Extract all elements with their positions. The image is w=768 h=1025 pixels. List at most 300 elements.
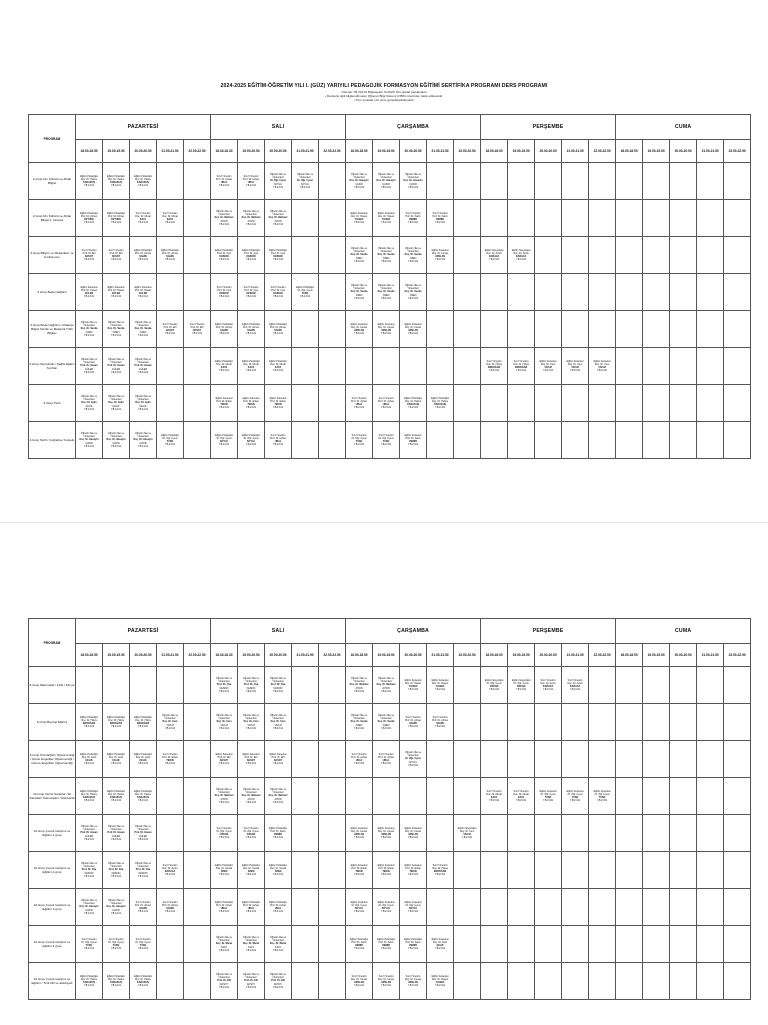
course-line: Y.B.Z.101 xyxy=(272,836,284,840)
course-line: Y.B.Z.101 xyxy=(83,295,95,299)
course-cell xyxy=(562,667,589,704)
course-line: Y.B.Z.101 xyxy=(407,763,419,767)
course-line: TUNÇ xyxy=(139,944,147,947)
course-line: Y.B.Z.101 xyxy=(164,258,176,262)
course-line: Öğretim İlke ve xyxy=(351,173,368,177)
course-line: Doç. Dr. Hatice xyxy=(107,977,125,981)
course-line: Y.B.Z.101 xyxy=(164,873,176,877)
empty-cell xyxy=(535,274,562,311)
course-line: Doç. Dr. Murat xyxy=(243,362,259,366)
course-line: Dr. Öğr. Üyesi xyxy=(243,829,259,833)
course-cell xyxy=(562,348,589,385)
course-line: Öğretim İlke ve xyxy=(134,432,152,436)
time-slot-header: 21.00-21.50 xyxy=(292,644,319,667)
course-line: Y.B.Z.101 xyxy=(272,222,284,226)
course-line: Öğretim İlke ve xyxy=(107,825,125,829)
time-slot-header: 21.00-21.50 xyxy=(697,140,724,163)
course-line: ÖZKAN xyxy=(489,685,499,688)
course-line: Doç. Dr. Hüseyin xyxy=(79,438,99,442)
course-line: Doç. Dr. Sevda xyxy=(404,290,422,294)
course-line: ŞAHİN xyxy=(166,907,174,910)
course-line: Eğitim Psikolojisi xyxy=(80,715,98,719)
course-line: Y.B.Z.101 xyxy=(110,874,122,878)
course-line: Prof. Dr. Erkan xyxy=(270,399,286,403)
course-line: SOYLU xyxy=(408,760,418,764)
course-cell xyxy=(76,237,103,274)
course-line: Doç. Dr. Hülya xyxy=(513,362,529,366)
course-line: ARSLAN xyxy=(408,329,419,332)
course-line: KARACA xyxy=(515,255,527,258)
empty-cell xyxy=(697,926,724,963)
course-cell xyxy=(130,311,157,348)
course-line: Prof. Dr. Oya xyxy=(217,288,231,292)
time-slot-header: 20.00-20.50 xyxy=(400,644,427,667)
course-line: Sınıf Yönetimi xyxy=(243,826,259,830)
empty-cell xyxy=(319,741,346,778)
course-line: Öğretim İlke ve xyxy=(161,714,179,718)
course-cell xyxy=(76,311,103,348)
course-line: KAYA xyxy=(221,945,228,949)
program-name: 10.Grup Çocuk Gelişimi ve Eğitimi / Türk Dili ve Edebiyatı xyxy=(29,963,76,1000)
time-slot-header: 19.00-19.50 xyxy=(643,644,670,667)
course-line: URAL xyxy=(247,907,255,910)
course-line: Y.B.Z.101 xyxy=(407,984,419,988)
course-line: Öğretim İlke ve xyxy=(351,677,368,681)
course-cell xyxy=(211,274,238,311)
course-line: Öğretim İlke ve xyxy=(269,714,287,718)
course-line: Sınıf Yönetimi xyxy=(216,174,232,178)
course-line: ÇAKIR xyxy=(85,441,93,445)
time-slot-header: 22.00-22.50 xyxy=(454,140,481,163)
course-line: Eğitim Felsefesi xyxy=(269,396,287,400)
course-line: Eğitim Psikolojisi xyxy=(107,752,125,756)
course-line: Yöntemleri xyxy=(272,176,284,180)
course-line: Y.B.Z.101 xyxy=(218,222,230,226)
empty-cell xyxy=(292,385,319,422)
course-line: Doç. Dr. Kenan xyxy=(377,977,395,981)
course-line: Sınıf Yönetimi xyxy=(486,789,502,793)
course-line: Yöntemleri xyxy=(110,324,122,328)
course-line: ERDOĞAN xyxy=(514,366,528,369)
course-cell xyxy=(400,667,427,704)
course-line: KARAKUŞ xyxy=(110,981,122,984)
course-cell xyxy=(265,815,292,852)
table-row xyxy=(29,237,751,274)
course-line: Eğitim Felsefesi xyxy=(269,752,287,756)
empty-cell xyxy=(670,852,697,889)
course-line: Yöntemleri xyxy=(110,435,122,439)
course-cell xyxy=(76,778,103,815)
table-row xyxy=(29,963,751,1000)
empty-cell xyxy=(292,963,319,1000)
time-slot-header: 20.00-20.50 xyxy=(670,140,697,163)
empty-cell xyxy=(292,422,319,459)
time-slot-header: 19.00-19.50 xyxy=(643,140,670,163)
course-line: Eğitim Psikolojisi xyxy=(161,248,179,252)
course-line: URAL xyxy=(382,759,390,762)
course-line: Sınıf Yönetimi xyxy=(405,211,421,215)
time-slot-header: 22.00-22.50 xyxy=(724,644,751,667)
empty-cell xyxy=(643,348,670,385)
course-line: KARAKUŞ xyxy=(137,981,149,984)
time-slot-header: 21.00-21.50 xyxy=(562,644,589,667)
day-header: ÇARŞAMBA xyxy=(346,619,481,644)
course-cell xyxy=(157,704,184,741)
empty-cell xyxy=(589,200,616,237)
course-line: Doç. Dr. Kenan xyxy=(350,325,368,329)
course-line: YILMAZ xyxy=(435,685,445,688)
course-line: Eğitim Psikolojisi xyxy=(107,174,125,178)
course-line: Y.B.Z.101 xyxy=(83,258,95,262)
course-cell xyxy=(427,963,454,1000)
course-line: Prof. Dr. Ahmet xyxy=(404,718,422,722)
course-line: Y.B.Z.101 xyxy=(542,688,554,692)
time-slot-header: 20.00-20.50 xyxy=(265,140,292,163)
course-line: Prof. Dr. Erkan xyxy=(216,399,232,403)
course-line: Y.B.Z.101 xyxy=(272,800,284,804)
course-line: Prof. Dr. Selim xyxy=(351,940,367,944)
course-line: Y.B.Z.101 xyxy=(380,296,392,300)
course-line: Öğretim İlke ve xyxy=(269,173,287,177)
day-header: PERŞEMBE xyxy=(481,115,616,140)
course-cell xyxy=(103,852,130,889)
course-line: Öğretim İlke ve xyxy=(134,862,152,866)
course-line: Yöntemleri xyxy=(245,939,257,943)
course-line: Prof. Dr. Elif xyxy=(109,251,123,255)
empty-cell xyxy=(616,237,643,274)
empty-cell xyxy=(616,163,643,200)
empty-cell xyxy=(481,889,508,926)
empty-cell xyxy=(616,667,643,704)
course-line: Yöntemleri xyxy=(218,680,230,684)
course-line: Sınıf Yönetimi xyxy=(270,285,286,289)
course-line: Eğitim Psikolojisi xyxy=(80,974,98,978)
course-line: Prof. Dr. Selim xyxy=(405,436,421,440)
empty-cell xyxy=(697,163,724,200)
course-line: Yöntemleri xyxy=(110,361,122,365)
course-line: Prof. Dr. Oya xyxy=(81,868,97,872)
time-slot-header: 21.00-21.50 xyxy=(562,140,589,163)
empty-cell xyxy=(724,311,751,348)
schedule-table-2 xyxy=(28,618,751,1000)
course-line: Y.B.Z.101 xyxy=(272,873,284,877)
course-line: ÖZEN xyxy=(355,293,363,297)
course-line: Prof. Dr. Ayhan xyxy=(269,436,287,440)
course-cell xyxy=(400,385,427,422)
course-cell xyxy=(265,348,292,385)
course-line: KARACA xyxy=(164,870,176,873)
course-line: Y.B.Z.101 xyxy=(137,184,149,188)
course-line: DEMİR xyxy=(382,944,390,947)
course-line: Doç. Dr. Murat xyxy=(270,362,286,366)
empty-cell xyxy=(481,926,508,963)
course-line: ARSLAN xyxy=(354,981,365,984)
table-row xyxy=(29,348,751,385)
course-line: Y.B.Z.101 xyxy=(110,762,122,766)
course-line: ÇAKIR xyxy=(355,182,363,186)
course-cell xyxy=(130,274,157,311)
empty-cell xyxy=(184,741,211,778)
course-line: Y.B.Z.101 xyxy=(299,185,311,189)
course-line: Y.B.Z.101 xyxy=(380,185,392,189)
course-line: URAL xyxy=(355,403,363,406)
course-line: YILMAZ xyxy=(381,218,391,221)
empty-cell xyxy=(643,311,670,348)
course-line: GÜLER xyxy=(138,292,148,295)
course-line: Y.B.Z.101 xyxy=(164,443,176,447)
course-line: Öğretim İlke ve xyxy=(242,936,260,940)
time-slot-header: 18.00-18.50 xyxy=(616,140,643,163)
course-line: AYDIN xyxy=(247,219,255,223)
course-cell xyxy=(211,200,238,237)
course-line: Y.B.Z.101 xyxy=(218,836,230,840)
course-line: Y.B.Z.101 xyxy=(407,873,419,877)
empty-cell xyxy=(616,741,643,778)
course-line: Doç. Dr. Sevda xyxy=(350,720,368,724)
course-line: YAVUZ xyxy=(463,833,471,836)
course-cell xyxy=(76,274,103,311)
course-line: Yöntemleri xyxy=(110,828,122,832)
empty-cell xyxy=(481,963,508,1000)
course-line: Dr. Öğr. Üyesi xyxy=(162,436,178,440)
course-line: ARSLAN xyxy=(435,255,446,258)
course-line: Prof. Dr. Ayhan xyxy=(215,903,233,907)
course-line: Y.B.Z.101 xyxy=(83,725,95,729)
course-line: Eğitim Felsefesi xyxy=(377,863,395,867)
course-line: Eğitim Felsefesi xyxy=(404,826,422,830)
empty-cell xyxy=(697,422,724,459)
course-line: Y.B.Z.101 xyxy=(245,258,257,262)
empty-cell xyxy=(589,889,616,926)
course-line: YILMAZ xyxy=(354,218,364,221)
empty-cell xyxy=(535,163,562,200)
course-line: Y.B.Z.101 xyxy=(353,406,365,410)
course-cell xyxy=(346,667,373,704)
empty-cell xyxy=(562,926,589,963)
course-cell xyxy=(508,237,535,274)
program-name: 5.Grup Matematik / Fizik / Kimya xyxy=(29,667,76,704)
course-line: ŞAHİN xyxy=(139,907,147,910)
course-line: Doç. Dr. Kenan xyxy=(377,325,395,329)
course-line: Doç. Dr. Murat xyxy=(269,942,287,946)
course-cell xyxy=(427,667,454,704)
course-line: KESKİN xyxy=(219,255,229,258)
course-line: Eğitim Felsefesi xyxy=(350,900,368,904)
course-line: ÖZKAN xyxy=(516,685,526,688)
empty-cell xyxy=(184,778,211,815)
day-header: PERŞEMBE xyxy=(481,619,616,644)
empty-cell xyxy=(427,274,454,311)
table-row xyxy=(29,667,751,704)
course-line: Eğitim Felsefesi xyxy=(377,322,395,326)
empty-cell xyxy=(724,926,751,963)
course-line: Doç. Dr. Hatice xyxy=(107,792,125,796)
course-line: Y.B.Z.101 xyxy=(137,947,149,951)
course-line: Y.B.Z.101 xyxy=(353,332,365,336)
course-cell xyxy=(265,163,292,200)
course-line: Yöntemleri xyxy=(83,435,95,439)
course-cell xyxy=(508,348,535,385)
course-cell xyxy=(238,741,265,778)
course-line: Y.B.Z.101 xyxy=(407,406,419,410)
course-line: Y.B.Z.101 xyxy=(137,762,149,766)
empty-cell xyxy=(427,348,454,385)
course-cell xyxy=(76,163,103,200)
program-name: 2.Grup Din Kültürü ve Ahlak Bilgisi 1. Grupça xyxy=(29,200,76,237)
course-line: Sınıf Yönetimi xyxy=(81,937,97,941)
empty-cell xyxy=(724,741,751,778)
course-line: Y.B.Z.101 xyxy=(569,799,581,803)
course-line: Yöntemleri xyxy=(407,176,419,180)
empty-cell xyxy=(670,667,697,704)
empty-cell xyxy=(346,348,373,385)
empty-cell xyxy=(697,741,724,778)
course-line: AKSOY xyxy=(165,329,175,332)
empty-cell xyxy=(616,422,643,459)
course-line: Sınıf Yönetimi xyxy=(351,752,367,756)
day-header: PAZARTESİ xyxy=(76,115,211,140)
course-line: Eğitim Psikolojisi xyxy=(269,863,287,867)
empty-cell xyxy=(670,815,697,852)
time-slot-header: 19.00-19.50 xyxy=(373,644,400,667)
empty-cell xyxy=(670,741,697,778)
course-line: KESKİN xyxy=(246,686,256,690)
empty-cell xyxy=(589,237,616,274)
course-line: Eğitim Psikolojisi xyxy=(215,359,233,363)
empty-cell xyxy=(562,163,589,200)
course-line: Sınıf Yönetimi xyxy=(81,248,97,252)
program-name: 4.Grup Tarih / Coğrafya / Felsefe xyxy=(29,422,76,459)
course-line: Doç. Dr. Sevda xyxy=(377,253,395,257)
table-row xyxy=(29,274,751,311)
time-slot-header: 19.00-19.50 xyxy=(508,140,535,163)
course-line: Y.B.Z.101 xyxy=(110,911,122,915)
course-line: Y.B.Z.101 xyxy=(380,910,392,914)
course-line: Y.B.Z.101 xyxy=(137,333,149,337)
course-line: Eğitim Felsefesi xyxy=(215,752,233,756)
table-row xyxy=(29,385,751,422)
course-line: Y.B.Z.101 xyxy=(380,984,392,988)
empty-cell xyxy=(643,237,670,274)
course-line: Prof. Dr. Elif xyxy=(82,251,96,255)
course-line: KARACA xyxy=(569,685,581,688)
course-line: Sınıf Yönetimi xyxy=(216,826,232,830)
course-line: Eğitim Felsefesi xyxy=(431,248,449,252)
course-cell xyxy=(238,422,265,459)
course-cell xyxy=(265,741,292,778)
empty-cell xyxy=(292,311,319,348)
course-line: SOYLU xyxy=(273,182,283,186)
course-line: Sınıf Yönetimi xyxy=(135,900,151,904)
course-line: Y.B.Z.101 xyxy=(164,726,176,730)
course-line: Sınıf Yönetimi xyxy=(162,863,178,867)
course-cell xyxy=(238,889,265,926)
course-cell xyxy=(238,963,265,1000)
course-line: ÇELİK xyxy=(112,404,120,408)
course-cell xyxy=(103,704,130,741)
course-line: TEKİN xyxy=(382,870,390,873)
course-line: Dr. Öğr. Üyesi xyxy=(540,792,556,796)
course-cell xyxy=(292,163,319,200)
course-line: Eğitim Psikolojisi xyxy=(269,248,287,252)
course-line: ÇAKIR xyxy=(112,908,120,912)
course-line: ÖZEN xyxy=(382,293,390,297)
course-line: Yöntemleri xyxy=(137,865,149,869)
course-line: Dr. Öğr. Üyesi xyxy=(243,436,259,440)
course-line: Prof. Dr. Ayhan xyxy=(378,399,395,403)
course-line: KARAKUŞ xyxy=(434,403,447,406)
course-cell xyxy=(346,237,373,274)
program-name: 3.Grup Tarih xyxy=(29,385,76,422)
course-line: Y.B.Z.101 xyxy=(245,369,257,373)
course-line: Doç. Dr. Sevda xyxy=(215,866,233,870)
empty-cell xyxy=(724,163,751,200)
empty-cell xyxy=(589,926,616,963)
program-name: 10.Grup Çocuk Gelişimi ve Eğitimi 1.grup xyxy=(29,815,76,852)
course-line: Doç. Dr. Mehmet xyxy=(349,683,369,687)
course-line: ÖZKAN xyxy=(246,833,256,836)
course-cell xyxy=(373,926,400,963)
course-line: Y.B.Z.101 xyxy=(407,836,419,840)
course-line: Yöntemleri xyxy=(137,828,149,832)
course-line: Y.B.Z.101 xyxy=(272,185,284,189)
course-line: DEMİR xyxy=(409,218,417,221)
empty-cell xyxy=(562,889,589,926)
empty-cell xyxy=(616,704,643,741)
empty-cell xyxy=(319,348,346,385)
course-line: ÖZEN xyxy=(409,256,417,260)
course-line: Doç. Dr. Hatice xyxy=(107,177,125,181)
course-line: ÖZEN xyxy=(355,256,363,260)
course-line: Öğretim İlke ve xyxy=(242,788,260,792)
course-line: Yöntemleri xyxy=(218,939,230,943)
course-line: DEMİR xyxy=(436,218,444,221)
course-line: Doç. Dr. Hasan xyxy=(350,214,368,218)
course-cell xyxy=(373,200,400,237)
course-line: Yöntemleri xyxy=(407,287,419,291)
course-line: Öğretim İlke ve xyxy=(269,973,287,977)
course-cell xyxy=(211,889,238,926)
course-line: GÜLER xyxy=(84,292,94,295)
course-line: Doç. Dr. Cem xyxy=(216,720,232,724)
course-line: Öğretim İlke ve xyxy=(296,173,314,177)
empty-cell xyxy=(184,274,211,311)
course-line: Prof. Dr. Ayhan xyxy=(378,755,395,759)
course-line: Y.B.Z.101 xyxy=(407,910,419,914)
empty-cell xyxy=(184,704,211,741)
empty-cell xyxy=(724,963,751,1000)
empty-cell xyxy=(184,348,211,385)
course-line: Y.B.Z.101 xyxy=(380,873,392,877)
empty-cell xyxy=(562,852,589,889)
course-line: Eğitim Psikolojisi xyxy=(404,937,422,941)
course-line: Prof. Dr. Hasan xyxy=(134,364,152,368)
table-row xyxy=(29,163,751,200)
course-line: Öğretim İlke ve xyxy=(351,284,368,288)
course-cell xyxy=(400,852,427,889)
course-line: Y.B.Z.101 xyxy=(137,984,149,988)
course-line: Y.B.Z.101 xyxy=(596,799,608,803)
course-cell xyxy=(400,200,427,237)
course-line: URAL xyxy=(382,403,390,406)
course-line: ÖZEN xyxy=(139,330,147,334)
course-line: AKSOY xyxy=(273,759,283,762)
course-line: Y.B.Z.101 xyxy=(515,258,527,262)
course-line: Y.B.Z.101 xyxy=(434,221,446,225)
course-line: Doç. Dr. Cem xyxy=(540,362,556,366)
course-line: Prof. Dr. Hasan xyxy=(134,831,152,835)
course-line: Y.B.Z.101 xyxy=(407,221,419,225)
